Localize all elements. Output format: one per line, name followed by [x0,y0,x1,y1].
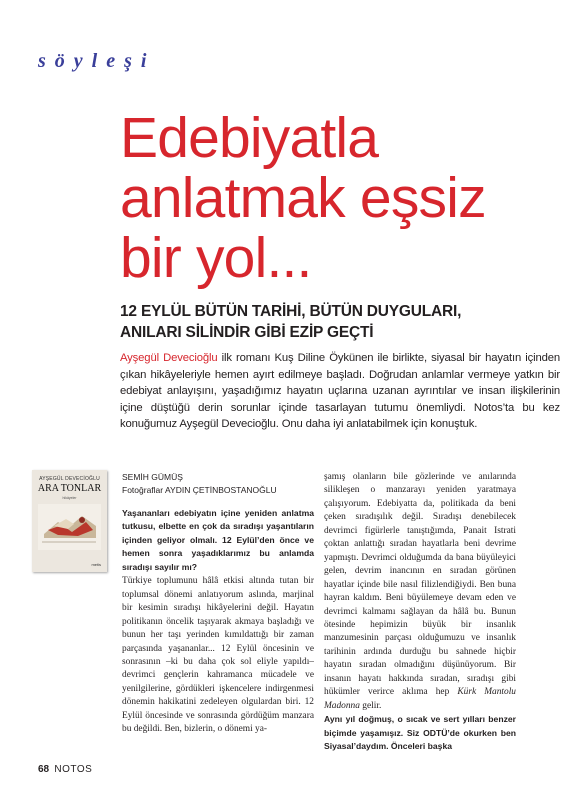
lead-interviewee-name: Ayşegül Devecioğlu [120,352,218,364]
answer-text-end: gelir. [359,700,382,711]
book-cover-title: ARA TONLAR [37,483,102,494]
book-cover-image [32,470,107,572]
article-column-1 [122,507,314,737]
title-line: bir yol... [120,226,312,290]
book-cover-illustration [38,504,101,550]
book-cover-subtitle: hikâyeler [62,496,77,500]
article-subtitle [120,301,560,343]
byline-author: SEMİH GÜMÜŞ [122,472,183,482]
lead-text: ilk romanı Kuş Diline Öykünen ile birlikte, siyasal bir hayatın içinden çıkan hikâyeleriyle hemen ayırt edilmeye başladı. Doğrudan anlamlar vermeye yatkın bir edebiyat anlayışını, yaşadığımız hayatın uçlarına uzanan ayrıntılar ve insan ilişkilerinin içine düştüğü derin sorunlar içinde tasarlayan tutumu önemliydi. Notos’ta bu kez konuğumuz Ayşegül Devecioğlu. Onu daha iyi anlatabilmek için konuştuk. [120,352,560,431]
subtitle-line: ANILARI SİLİNDİR GİBİ EZİP GEÇTİ [120,324,374,341]
answer-text: şamış olanların bile gözlerinde ve anılarında silikleşen o manzarayı yeniden yaratmaya çalışıyorum. Edebiyatta da, politikada da beni çeken sıradışılık değil. Sıradışı denebilecek devrimci figürlerle tanıştığımda, Panait Istrati çoktan anlattığı sıradan hayatlarla beni devrime yapmıştı. Devrimci olduğumda da bana büyüleyici gelen, devrim inancının en sıradan görünen hayatlar içinde bile nasıl filizlendiğiydi. Ben buna hayran kaldım. Beni büyülemeye devam eden ve devrimci kalmamı sağlayan da hâlâ bu. Bunun ötesinde hepimizin büyük bir insanlık manzumesinin parçası olduğumuzu ve insanlık tarihinin ardında durduğu bu sahnede hiçbir hayatın sıradan olmadığını düşünüyorum. Bir insanın hayatı hakkında sıradan, sıradışı gibi hükümler verirce aklıma hep [324,472,516,698]
page-number: 68 [38,764,50,775]
title-line: Edebiyatla [120,106,379,170]
interview-answer-continued [324,471,516,713]
lead-paragraph [120,350,560,433]
interview-question: Aynı yıl doğmuş, o sıcak ve sert yılları benzer biçimde yaşamışız. Siz ODTÜ’de okurken ben Siyasal’daydım. Önceleri başka [324,714,516,752]
section-label: söyleşi [38,50,156,72]
title-line: anlatmak eşsiz [120,166,486,230]
subtitle-line: 12 EYLÜL BÜTÜN TARİHİ, BÜTÜN DUYGULARI, [120,303,462,320]
article-column-2 [324,471,516,754]
book-title-reference: Kürk Mantolu Madonna [324,687,516,711]
article-title [120,108,570,288]
byline-photos: Fotoğraflar AYDIN ÇETİNBOSTANOĞLU [122,485,277,495]
byline [122,471,312,497]
interview-answer: Türkiye toplumunu hâlâ etkisi altında tutan bir toplumsal dönemi anlatıyorum aslında, marjinal bir kesimin sıradışı hikâyelerini değil. Hayatın politikanın öncelik taşıyarak akmaya başladığı ve bunun her taşı yerinden kımıldattığı bir zaman parçasında yaşananlar... 12 Eylül öncesinin ve sonrasının –ki bu daha çok sol eliyle yapıldı– devrimci gençlerin kahramanca mücadele ve yenilgilerine, gördükleri işkencelere indirgenmesi dönemin hakikatini zedeleyen olgulardan biri. 12 Eylül öncesinde ve sonrasında gördüğüm manzara bu değildi. Ben, bizlerin, o dönemi ya- [122,576,314,735]
magazine-name: NOTOS [54,764,93,775]
book-cover-author: AYŞEGÜL DEVECİOĞLU [39,476,100,482]
interview-question: Yaşananları edebiyatın içine yeniden anlatma tutkusu, elbette en çok da sıradışı yaşantıların içinden geliyor olmalı. 12 Eylül’den önce ve hemen sonra yaşadıklarımız bu anlamda sıradışı sayılır mı? [122,508,314,572]
book-cover-publisher: metis [91,562,101,567]
page-footer [38,764,92,775]
